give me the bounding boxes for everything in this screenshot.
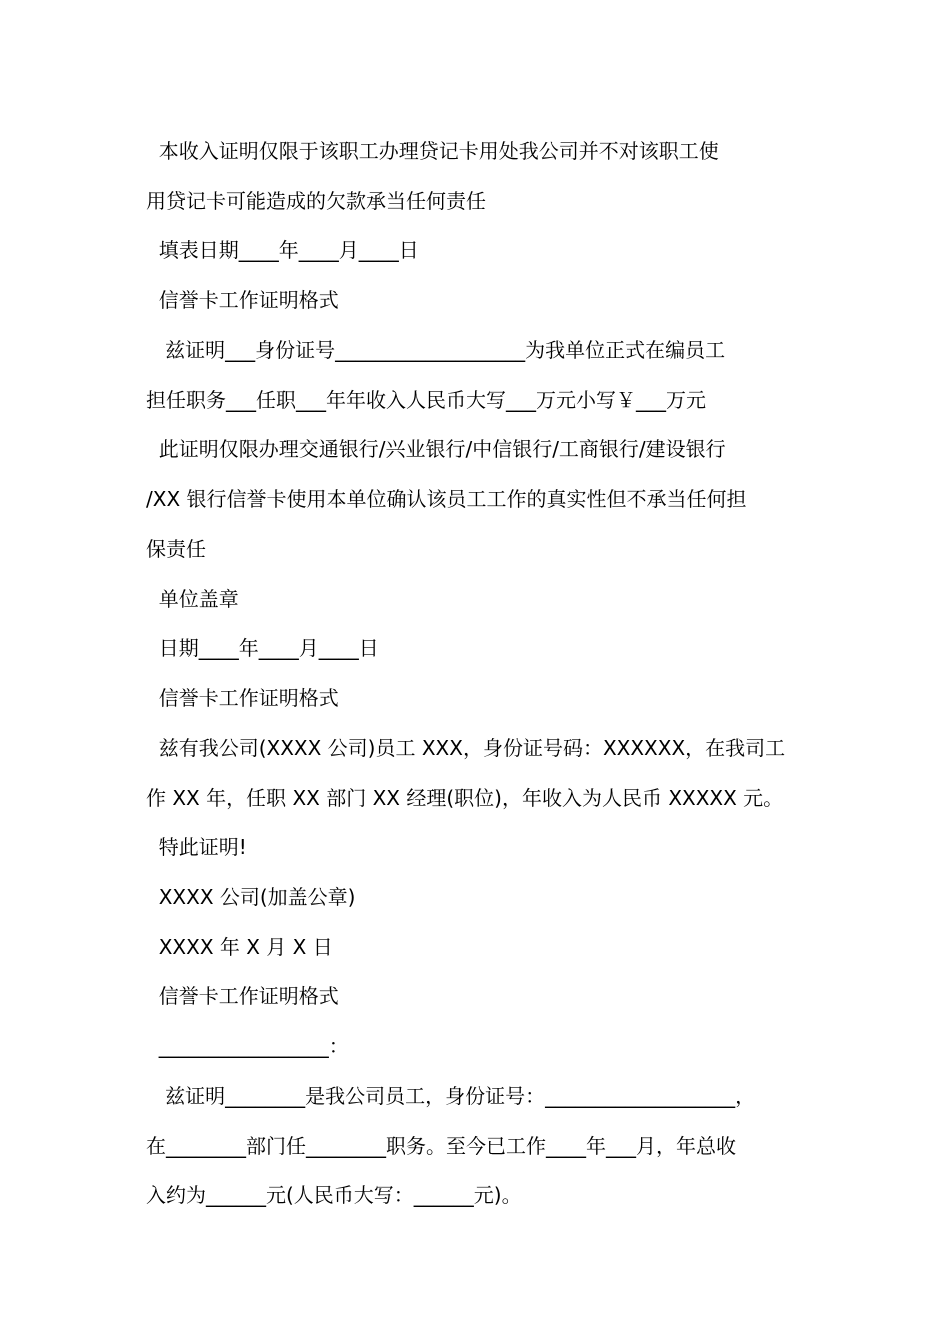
section-heading: 信誉卡工作证明格式 <box>146 984 339 1008</box>
text-line: _________________： <box>146 1034 349 1058</box>
text-line: XXXX 年 X 月 X 日 <box>146 935 333 959</box>
text-line: 本收入证明仅限于该职工办理贷记卡用处我公司并不对该职工使 <box>146 139 719 163</box>
text-line: 用贷记卡可能造成的欠款承当任何责任 <box>146 189 486 213</box>
text-line: 兹有我公司(XXXX 公司)员工 XXX，身份证号码：XXXXXX，在我司工 <box>146 736 786 760</box>
text-line: 入约为______元(人民币大写：______元)。 <box>146 1183 522 1207</box>
text-line: 填表日期____年____月____日 <box>146 238 419 262</box>
text-line: 此证明仅限办理交通银行/兴业银行/中信银行/工商银行/建设银行 <box>146 437 726 461</box>
section-heading: 信誉卡工作证明格式 <box>146 288 339 312</box>
text-line: XXXX 公司(加盖公章) <box>146 885 356 909</box>
text-line: 特此证明! <box>146 835 247 859</box>
text-line: 日期____年____月____日 <box>146 636 379 660</box>
text-line: 保责任 <box>146 537 206 561</box>
text-line: 在________部门任________职务。至今已工作____年___月，年总收 <box>146 1134 736 1158</box>
text-line: 作 XX 年，任职 XX 部门 XX 经理(职位)，年收入为人民币 XXXXX 元。 <box>146 786 784 810</box>
text-line: 兹证明___身份证号___________________为我单位正式在编员工 <box>146 338 726 362</box>
text-line: 担任职务___任职___年年收入人民币大写___万元小写￥___万元 <box>146 388 706 412</box>
text-line: 单位盖章 <box>146 587 239 611</box>
text-line: 兹证明________是我公司员工，身份证号：___________________， <box>146 1084 756 1108</box>
text-line: /XX 银行信誉卡使用本单位确认该员工工作的真实性但不承当任何担 <box>146 487 747 511</box>
section-heading: 信誉卡工作证明格式 <box>146 686 339 710</box>
